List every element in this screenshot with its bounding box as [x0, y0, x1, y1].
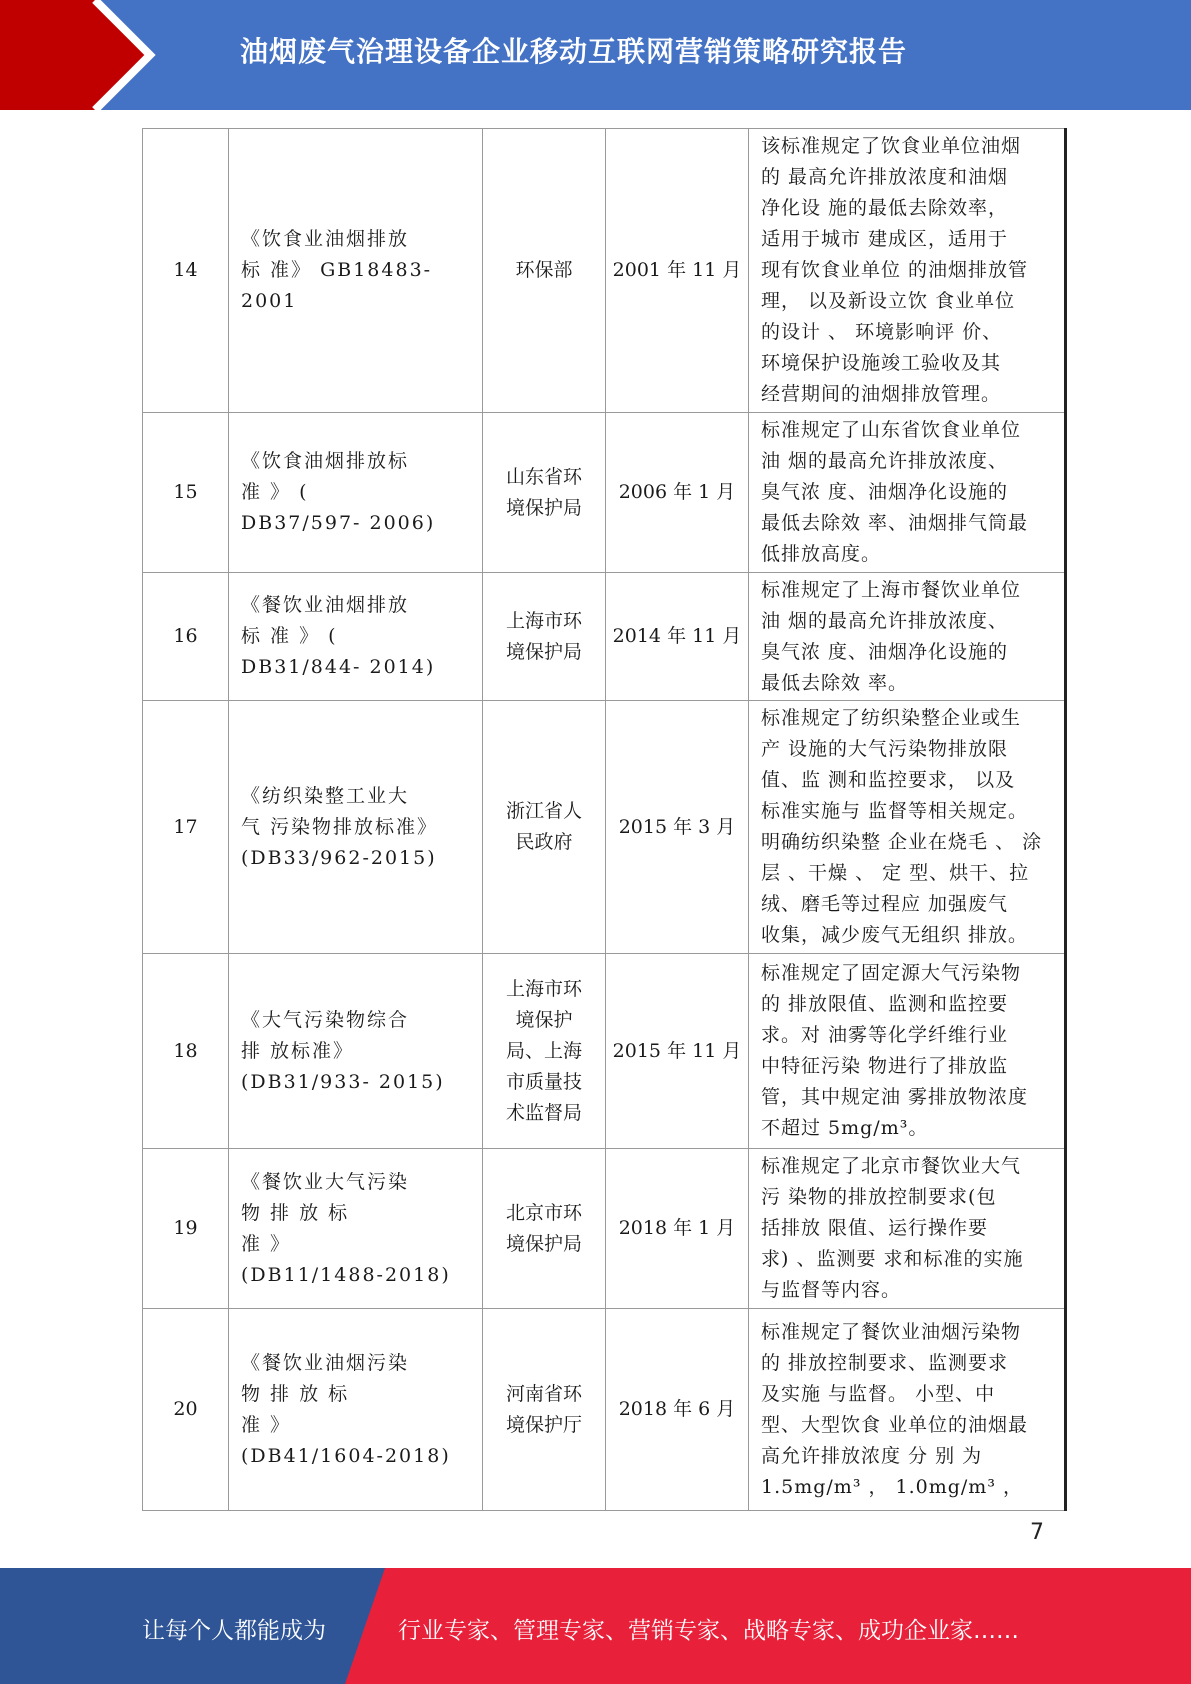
standard-name: 《餐饮业大气污染 物 排 放 标 准 》 (DB11/1488-2018) — [241, 1170, 451, 1286]
standard-name: 《大气污染物综合 排 放标准》 (DB31/933- 2015) — [241, 1008, 445, 1093]
standard-description-cell — [749, 701, 1066, 954]
table-row — [143, 1149, 1066, 1309]
row-number-cell — [143, 954, 229, 1149]
issue-date-cell — [606, 129, 749, 413]
issuing-department-cell — [483, 129, 606, 413]
row-number: 20 — [173, 1398, 198, 1420]
row-number-cell — [143, 413, 229, 573]
issuing-department-cell — [483, 573, 606, 701]
issue-date-cell — [606, 573, 749, 701]
standard-description: 标准规定了纺织染整企业或生 产 设施的大气污染物排放限 值、监 测和监控要求， 以及 标准实施与 监督等相关规定。 明确纺织染整 企业在烧毛 、 涂 层 、干燥 、 定 型、烘干、拉 绒、磨毛等过程应 加强废气 收集，减少废气无组织 排放。 — [761, 707, 1043, 946]
table-row — [143, 954, 1066, 1149]
standards-table — [142, 128, 1067, 1511]
row-number-cell — [143, 573, 229, 701]
standard-description-cell — [749, 413, 1066, 573]
row-number: 17 — [173, 815, 198, 838]
issue-date: 2018 年 1 月 — [618, 1217, 736, 1239]
standard-description: 标准规定了餐饮业油烟污染物 的 排放控制要求、监测要求 及实施 与监督。 小型、中 型、大型饮食 业单位的油烟最 高允许排放浓度 分 别 为 1.5mg/m³ ， 1.0mg/m³ ， — [761, 1320, 1029, 1498]
issuing-department-cell — [483, 701, 606, 954]
row-number-cell — [143, 129, 229, 413]
standard-name-cell — [229, 1309, 483, 1511]
issue-date-cell — [606, 1149, 749, 1309]
row-number-cell — [143, 1149, 229, 1309]
issuing-department-cell — [483, 1149, 606, 1309]
standard-description: 标准规定了山东省饮食业单位 油 烟的最高允许排放浓度、 臭气浓 度、油烟净化设施的 最低去除效 率、油烟排气筒最 低排放高度。 — [761, 419, 1029, 565]
issue-date-cell — [606, 413, 749, 573]
standard-description: 标准规定了固定源大气污染物 的 排放限值、监测和监控要 求。对 油雾等化学纤维行业 中特征污染 物进行了排放监 管，其中规定油 雾排放物浓度 不超过 5mg/m³。 — [761, 962, 1029, 1139]
standard-description: 标准规定了北京市餐饮业大气 污 染物的排放控制要求(包 括排放 限值、运行操作要 求) 、监测要 求和标准的实施 与监督等内容。 — [761, 1155, 1024, 1301]
row-number: 16 — [173, 625, 198, 647]
standard-name: 《饮食业油烟排放 标 准》 GB18483-2001 — [241, 228, 433, 312]
standard-description-cell — [749, 1149, 1066, 1309]
row-number-cell — [143, 701, 229, 954]
standard-name: 《纺织染整工业大 气 污染物排放标准》 (DB33/962-2015) — [241, 784, 439, 869]
standard-name-cell — [229, 573, 483, 701]
standard-name: 《餐饮业油烟污染 物 排 放 标 准 》 (DB41/1604-2018) — [241, 1351, 451, 1467]
issuing-department-cell — [483, 413, 606, 573]
issuing-department: 上海市环 境保护 局、上海 市质量技 术监督局 — [505, 977, 582, 1124]
issue-date: 2001 年 11 月 — [612, 259, 742, 281]
page-footer — [0, 1568, 1191, 1684]
issue-date: 2015 年 3 月 — [618, 815, 736, 838]
table-row — [143, 701, 1066, 954]
standard-name-cell — [229, 1149, 483, 1309]
standard-description-cell — [749, 954, 1066, 1149]
issuing-department-cell — [483, 954, 606, 1149]
issuing-department: 环保部 — [515, 259, 573, 281]
table-row — [143, 129, 1066, 413]
row-number: 18 — [173, 1039, 198, 1062]
standard-name-cell — [229, 954, 483, 1149]
standard-name-cell — [229, 413, 483, 573]
standard-description: 该标准规定了饮食业单位油烟 的 最高允许排放浓度和油烟 净化设 施的最低去除效率， 适用于城市 建成区，适用于 现有饮食业单位 的油烟排放管 理， 以及新设立饮 食业单位 的设计 、 环境影响评 价、 环境保护设施竣工验收及其 经营期间的油烟排放管理。 — [761, 135, 1029, 405]
table-row — [143, 1309, 1066, 1511]
footer-slogan-left: 让每个人都能成为 — [142, 1618, 326, 1644]
row-number: 15 — [173, 481, 198, 503]
standard-description-cell — [749, 1309, 1066, 1511]
row-number: 14 — [173, 259, 198, 281]
row-number-cell — [143, 1309, 229, 1511]
table-row — [143, 573, 1066, 701]
issue-date-cell — [606, 701, 749, 954]
issuing-department: 山东省环 境保护局 — [505, 465, 582, 519]
standard-name-cell — [229, 129, 483, 413]
page-header — [0, 0, 1191, 110]
issuing-department: 北京市环 境保护局 — [505, 1201, 582, 1255]
table-row — [143, 413, 1066, 573]
standard-name: 《餐饮业油烟排放 标 准 》 ( DB31/844- 2014) — [241, 594, 436, 678]
header-arrow-decoration — [0, 0, 160, 110]
page-number: 7 — [1030, 1520, 1044, 1545]
issue-date-cell — [606, 1309, 749, 1511]
issue-date: 2006 年 1 月 — [618, 481, 736, 503]
issuing-department-cell — [483, 1309, 606, 1511]
footer-slogan-right: 行业专家、管理专家、营销专家、战略专家、成功企业家…… — [398, 1618, 1019, 1644]
issuing-department: 上海市环 境保护局 — [505, 609, 582, 663]
report-title: 油烟废气治理设备企业移动互联网营销策略研究报告 — [240, 35, 908, 68]
issuing-department: 河南省环 境保护厅 — [505, 1382, 582, 1436]
issuing-department: 浙江省人 民政府 — [505, 800, 582, 853]
row-number: 19 — [173, 1217, 198, 1239]
issue-date-cell — [606, 954, 749, 1149]
standard-description: 标准规定了上海市餐饮业单位 油 烟的最高允许排放浓度、 臭气浓 度、油烟净化设施的 最低去除效 率。 — [761, 578, 1022, 694]
standard-description-cell — [749, 573, 1066, 701]
standard-name-cell — [229, 701, 483, 954]
standard-name: 《饮食油烟排放标 准 》 ( DB37/597- 2006) — [241, 450, 436, 534]
issue-date: 2018 年 6 月 — [618, 1398, 736, 1420]
standard-description-cell — [749, 129, 1066, 413]
issue-date: 2014 年 11 月 — [612, 625, 742, 647]
issue-date: 2015 年 11 月 — [612, 1039, 742, 1062]
